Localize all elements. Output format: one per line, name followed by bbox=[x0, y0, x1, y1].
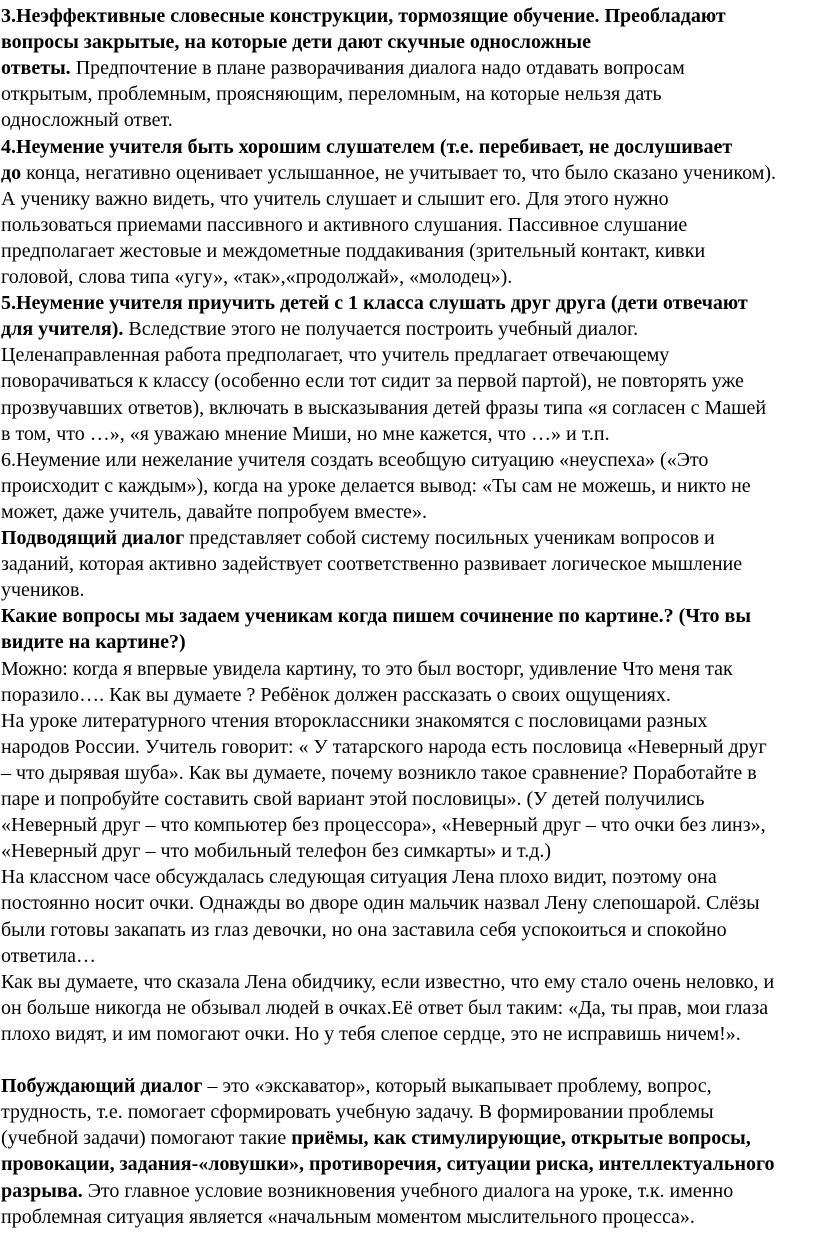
bold-text: вопросы закрытые, на которые дети дают скучные односложные bbox=[1, 31, 592, 54]
text: конца, негативно оценивает услышанное, не учитывает то, что было сказано учеником). bbox=[21, 161, 777, 184]
text: Целенаправленная работа предполагает, что учитель предлагает отвечающему bbox=[1, 344, 670, 367]
text: головой, слова типа «угу», «так»,«продолжай», «молодец»). bbox=[1, 266, 513, 288]
text-line bbox=[1, 317, 638, 342]
bold-text: до bbox=[1, 161, 22, 184]
text: происходит с каждым»), когда на уроке делается вывод: «Ты сам не можешь, и никто не bbox=[1, 474, 751, 497]
text-line bbox=[1, 265, 512, 290]
text-line bbox=[1, 813, 766, 838]
bold-text: Какие вопросы мы задаем ученикам когда пишем сочинение по картине.? (Что вы bbox=[1, 605, 751, 628]
text-line bbox=[1, 1022, 741, 1047]
text-line bbox=[1, 1074, 712, 1099]
text: 6.Неумение или нежелание учителя создать всеобщую ситуацию «неуспеха» («Это bbox=[1, 448, 709, 471]
text: «Неверный друг – что компьютер без процессора», «Неверный друг – что очки без линз», bbox=[1, 814, 766, 837]
text: – что дырявая шуба». Как вы думаете, почему возникло такое сравнение? Поработайте в bbox=[1, 761, 757, 784]
text-line bbox=[1, 213, 687, 238]
bold-text: ответы. bbox=[1, 57, 71, 80]
text-line bbox=[1, 343, 669, 368]
text: проблемная ситуация является «начальным моментом мыслительного процесса». bbox=[1, 1205, 695, 1228]
bold-text: 3.Неэффективные словесные конструкции, тормозящие обучение. Преобладают bbox=[1, 5, 726, 27]
text-line bbox=[1, 135, 732, 160]
text: ответила… bbox=[1, 944, 96, 967]
text: Можно: когда я впервые увидела картину, то это был восторг, удивление Что меня так bbox=[1, 657, 733, 680]
text: постоянно носит очки. Однажды во дворе один мальчик назвал Лену слепошарой. Слёзы bbox=[1, 892, 760, 915]
text-line bbox=[1, 787, 705, 812]
text: Это главное условие возникновения учебного диалога на уроке, т.к. именно bbox=[82, 1179, 734, 1202]
text-line bbox=[1, 1152, 775, 1177]
text: поворачиваться к классу (особенно если тот сидит за первой партой), не повторять уже bbox=[1, 370, 744, 393]
text: плохо видят, и им помогают очки. Но у тебя слепое сердце, это не исправишь ничем!». bbox=[1, 1022, 741, 1045]
bold-text: для учителя). bbox=[1, 318, 124, 341]
text-line bbox=[1, 657, 733, 682]
text: представляет собой систему посильных ученикам вопросов и bbox=[184, 527, 715, 549]
text: открытым, проблемным, проясняющим, переломным, на которые нельзя дать bbox=[1, 83, 662, 106]
text-line bbox=[1, 839, 551, 864]
text-line bbox=[1, 187, 669, 212]
text: А ученику важно видеть, что учитель слушает и слышит его. Для этого нужно bbox=[1, 187, 669, 210]
text-line bbox=[1, 56, 685, 81]
text-line bbox=[1, 448, 708, 473]
text-line bbox=[1, 604, 751, 629]
text-line bbox=[1, 865, 717, 890]
text-line bbox=[1, 683, 671, 708]
text: На классном часе обсуждалась следующая ситуация Лена плохо видит, поэтому она bbox=[1, 866, 717, 889]
text-line bbox=[1, 82, 662, 107]
text: Вследствие этого не получается построить учебный диалог. bbox=[123, 318, 639, 341]
text-line bbox=[1, 970, 774, 995]
text-line bbox=[1, 108, 173, 133]
text-line bbox=[1, 291, 748, 316]
text: На уроке литературного чтения второклассники знакомятся с пословицами разных bbox=[1, 709, 708, 732]
text-line bbox=[1, 1205, 695, 1230]
bold-text: Побуждающий диалог bbox=[1, 1075, 203, 1098]
text: народов России. Учитель говорит: « У татарского народа есть пословица «Неверный друг bbox=[1, 735, 767, 758]
bold-text: разрыва. bbox=[1, 1179, 83, 1202]
text: прозвучавших ответов), включать в высказывания детей фразы типа «я согласен с Машей bbox=[1, 396, 767, 419]
text-line bbox=[1, 709, 707, 734]
text-line bbox=[1, 396, 766, 421]
text: трудность, т.е. помогает сформировать учебную задачу. В формировании проблемы bbox=[1, 1101, 714, 1124]
text: может, даже учитель, давайте попробуем вместе». bbox=[1, 500, 427, 523]
bold-text: Подводящий диалог bbox=[1, 527, 185, 549]
bold-text: 5.Неумение учителя приучить детей с 1 класса слушать друг друга (дети отвечают bbox=[1, 292, 748, 315]
text-line bbox=[1, 630, 186, 655]
text-line bbox=[1, 1100, 714, 1125]
text-line bbox=[1, 30, 591, 55]
text-line bbox=[1, 996, 768, 1021]
text-line bbox=[1, 918, 727, 943]
text: односложный ответ. bbox=[1, 109, 173, 132]
text: в том, что …», «я уважаю мнение Миши, но мне кажется, что …» и т.п. bbox=[1, 422, 610, 445]
text-line bbox=[1, 552, 742, 577]
text-line bbox=[1, 422, 610, 447]
text: он больше никогда не обзывал людей в очках.Её ответ был таким: «Да, ты прав, мои глаза bbox=[1, 996, 769, 1019]
text: предполагает жестовые и междометные поддакивания (зрительный контакт, кивки bbox=[1, 239, 706, 262]
text-line bbox=[1, 161, 776, 186]
text-line bbox=[1, 500, 427, 525]
text-line bbox=[1, 735, 767, 760]
text-line bbox=[1, 891, 760, 916]
text: пользоваться приемами пассивного и активного слушания. Пассивное слушание bbox=[1, 213, 688, 236]
bold-text: 4.Неумение учителя быть хорошим слушателем (т.е. перебивает, не дослушивает bbox=[1, 135, 733, 158]
text-line bbox=[1, 4, 726, 29]
text: – это «экскаватор», который выкапывает проблему, вопрос, bbox=[202, 1075, 712, 1098]
text: заданий, которая активно задействует соответственно развивает логическое мышление bbox=[1, 553, 743, 576]
text: (учебной задачи) помогают такие bbox=[1, 1127, 292, 1150]
bold-text: приёмы, как стимулирующие, открытые вопросы, bbox=[291, 1127, 751, 1150]
text: учеников. bbox=[1, 579, 85, 602]
text-line bbox=[1, 369, 744, 394]
text-line bbox=[1, 474, 751, 499]
text-line bbox=[1, 1179, 733, 1204]
text-line bbox=[1, 1126, 751, 1151]
text-line bbox=[1, 526, 715, 551]
text: Предпочтение в плане разворачивания диалога надо отдавать вопросам bbox=[70, 57, 685, 80]
text-line bbox=[1, 944, 96, 969]
text: паре и попробуйте составить свой вариант этой пословицы». (У детей получились bbox=[1, 788, 705, 810]
text: Как вы думаете, что сказала Лена обидчику, если известно, что ему стало очень неловко, и bbox=[1, 970, 775, 993]
text-line bbox=[1, 578, 85, 603]
text: «Неверный друг – что мобильный телефон без симкарты» и т.д.) bbox=[1, 840, 552, 863]
text-line bbox=[1, 761, 757, 786]
bold-text: видите на картине?) bbox=[1, 631, 186, 654]
text: поразило…. Как вы думаете ? Ребёнок должен рассказать о своих ощущениях. bbox=[1, 683, 671, 706]
text: были готовы закапать из глаз девочки, но она заставила себя успокоиться и спокойно bbox=[1, 918, 727, 941]
bold-text: провокации, задания-«ловушки», противоречия, ситуации риска, интеллектуального bbox=[1, 1153, 775, 1176]
text-line bbox=[1, 239, 705, 264]
